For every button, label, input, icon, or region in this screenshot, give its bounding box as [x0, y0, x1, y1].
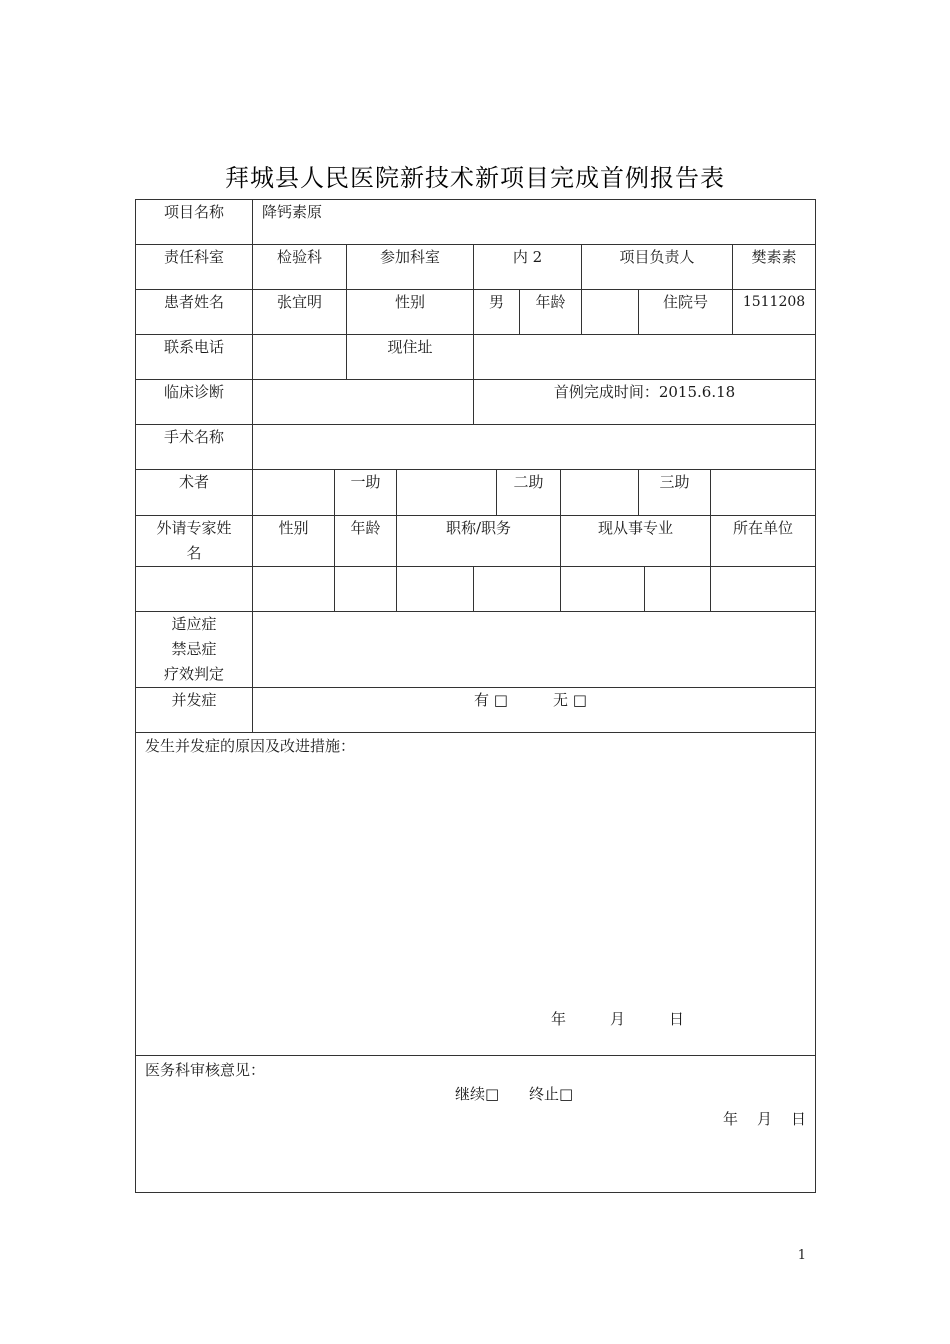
- table-border-bottom: [135, 1192, 816, 1193]
- first-case-time: 首例完成时间：2015.6.18: [553, 383, 736, 401]
- department-label: 责任科室: [163, 248, 224, 266]
- review-date-month: 月: [757, 1110, 773, 1128]
- col-divider: [581, 289, 582, 334]
- gender-label: 性别: [394, 293, 425, 311]
- complications-label: 并发症: [171, 691, 217, 709]
- review-date-year: 年: [723, 1110, 739, 1128]
- complication-causes-label: 发生并发症的原因及改进措施：: [145, 737, 356, 755]
- gender-value: 男: [488, 293, 504, 311]
- row-divider: [135, 566, 816, 567]
- patient-name-value: 张宜明: [276, 293, 322, 311]
- expert-age-label: 年龄: [350, 519, 381, 537]
- col-divider: [473, 566, 474, 611]
- complications-yes-checkbox[interactable]: 有 □: [474, 691, 508, 709]
- admission-number-label: 住院号: [662, 293, 708, 311]
- row-divider: [135, 1055, 816, 1056]
- project-name-value: 降钙素原: [262, 203, 323, 221]
- col-divider: [396, 469, 397, 515]
- expert-gender-label: 性别: [278, 519, 309, 537]
- causes-date-month: 月: [610, 1010, 626, 1028]
- causes-date-year: 年: [551, 1010, 567, 1028]
- col-divider: [252, 199, 253, 732]
- project-leader-label: 项目负责人: [619, 248, 695, 266]
- causes-date-day: 日: [669, 1010, 685, 1028]
- contraindications-label: 禁忌症: [171, 640, 217, 658]
- age-label: 年龄: [535, 293, 566, 311]
- surgeon-label: 术者: [178, 473, 209, 491]
- admission-number-value: 1511208: [742, 294, 806, 310]
- expert-title-label: 职称/职务: [445, 519, 512, 537]
- col-divider: [644, 566, 645, 611]
- expert-specialty-label: 现从事专业: [597, 519, 673, 537]
- table-border-right: [815, 199, 816, 1193]
- participating-dept-value: 内 2: [512, 248, 543, 266]
- participating-dept-label: 参加科室: [379, 248, 440, 266]
- row-divider: [135, 732, 816, 733]
- surgery-name-label: 手术名称: [163, 428, 224, 446]
- efficacy-label: 疗效判定: [163, 665, 224, 683]
- indications-label: 适应症: [171, 615, 217, 633]
- page-title: 拜城县人民医院新技术新项目完成首例报告表: [225, 164, 725, 192]
- address-label: 现住址: [387, 338, 433, 356]
- patient-name-label: 患者姓名: [163, 293, 224, 311]
- stop-checkbox[interactable]: 终止□: [529, 1085, 574, 1103]
- third-assistant-label: 三助: [659, 473, 690, 491]
- project-leader-value: 樊素素: [751, 248, 797, 266]
- page-number: 1: [797, 1248, 806, 1263]
- project-name-label: 项目名称: [163, 203, 224, 221]
- expert-unit-label: 所在单位: [732, 519, 793, 537]
- continue-checkbox[interactable]: 继续□: [455, 1085, 500, 1103]
- phone-label: 联系电话: [163, 338, 224, 356]
- department-value: 检验科: [276, 248, 322, 266]
- second-assistant-label: 二助: [513, 473, 544, 491]
- col-divider: [560, 469, 561, 515]
- expert-name-label-line2: 名: [186, 544, 202, 562]
- col-divider: [473, 334, 474, 379]
- complications-no-checkbox[interactable]: 无 □: [553, 691, 587, 709]
- first-assistant-label: 一助: [350, 473, 381, 491]
- review-date-day: 日: [791, 1110, 807, 1128]
- diagnosis-label: 临床诊断: [163, 383, 224, 401]
- expert-name-label-line1: 外请专家姓: [156, 519, 232, 537]
- col-divider: [710, 469, 711, 515]
- review-opinion-label: 医务科审核意见：: [145, 1061, 266, 1079]
